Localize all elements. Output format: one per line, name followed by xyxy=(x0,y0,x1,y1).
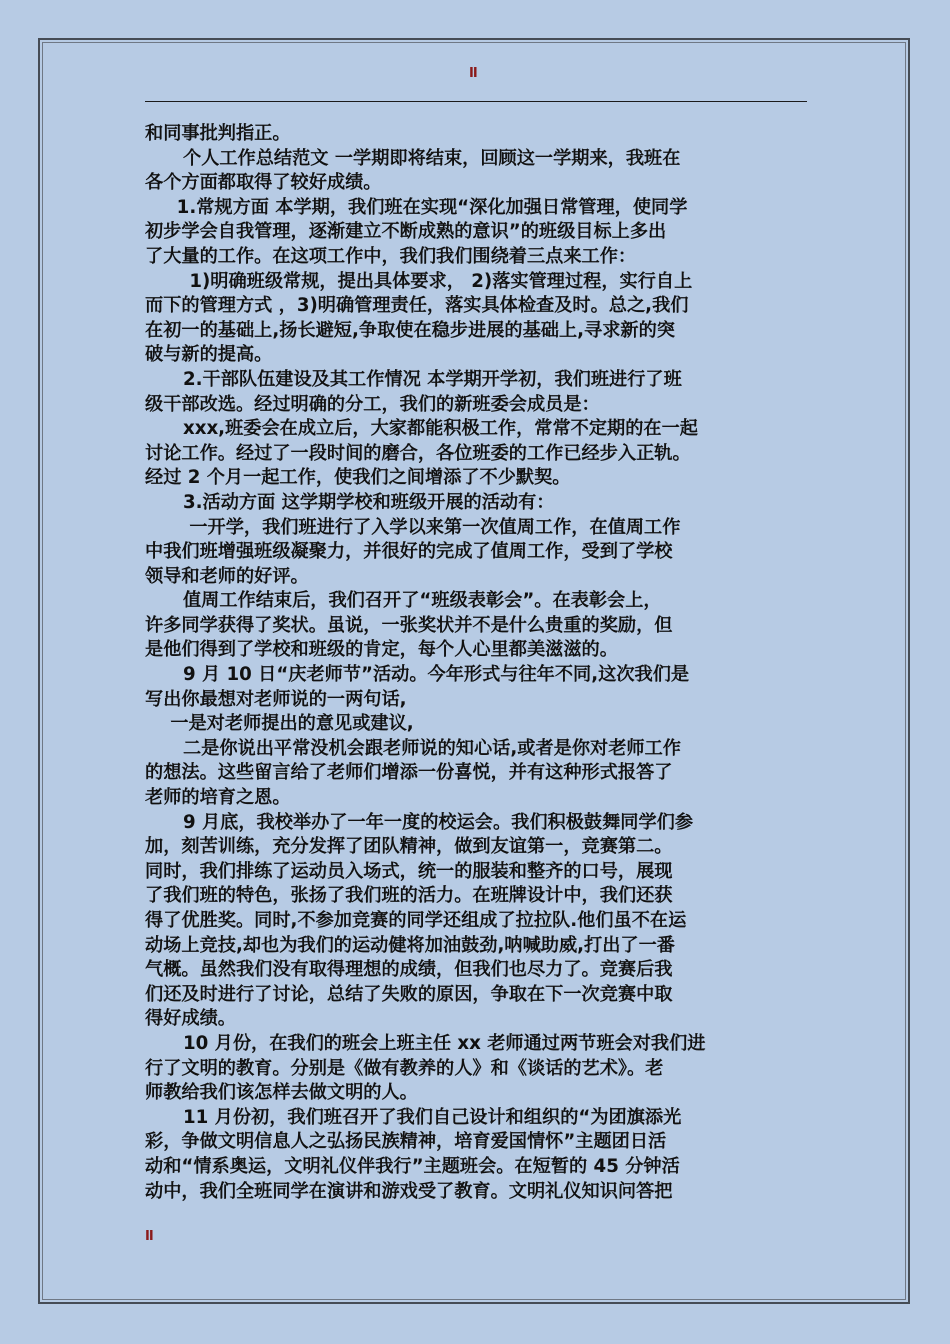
document-body xyxy=(145,122,817,1204)
text-line: 讨论工作。经过了一段时间的磨合，各位班委的工作已经步入正轨。 xyxy=(145,442,691,464)
text-line: 9 月底，我校举办了一年一度的校运会。我们积极鼓舞同学们参 xyxy=(145,811,694,833)
text-line: 而下的管理方式 ，3)明确管理责任，落实具体检查及时。总之,我们 xyxy=(145,295,689,317)
text-line: 老师的培育之恩。 xyxy=(145,787,291,809)
text-line: 彩，争做文明信息人之弘扬民族精神，培育爱国情怀”主题团日活 xyxy=(145,1131,667,1153)
text-line: 个人工作总结范文 一学期即将结束，回顾这一学期来，我班在 xyxy=(145,147,681,169)
text-line: 动中，我们全班同学在演讲和游戏受了教育。文明礼仪知识问答把 xyxy=(145,1180,673,1202)
header-page-mark: II xyxy=(469,66,477,81)
text-line: 的想法。这些留言给了老师们增添一份喜悦，并有这种形式报答了 xyxy=(145,762,673,784)
text-line: 二是你说出平常没机会跟老师说的知心话,或者是你对老师工作 xyxy=(145,737,681,759)
text-line: 一开学，我们班进行了入学以来第一次值周工作，在值周工作 xyxy=(145,516,681,538)
text-line: 经过 2 个月一起工作，使我们之间增添了不少默契。 xyxy=(145,467,571,489)
text-line: 许多同学获得了奖状。虽说，一张奖状并不是什么贵重的奖励，但 xyxy=(145,614,673,636)
text-line: 加，刻苦训练，充分发挥了团队精神，做到友谊第一，竞赛第二。 xyxy=(145,836,673,858)
text-line: 是他们得到了学校和班级的肯定，每个人心里都美滋滋的。 xyxy=(145,639,618,661)
text-line: 值周工作结束后，我们召开了“班级表彰会”。在表彰会上， xyxy=(145,590,662,612)
text-line: 各个方面都取得了较好成绩。 xyxy=(145,172,382,194)
text-line: 和同事批判指正。 xyxy=(145,123,291,144)
text-line: 了大量的工作。在这项工作中，我们我们围绕着三点来工作： xyxy=(145,245,637,267)
text-line: 级干部改选。经过明确的分工，我们的新班委会成员是： xyxy=(145,393,600,415)
text-line: 10 月份，在我们的班会上班主任 xx 老师通过两节班会对我们进 xyxy=(145,1032,706,1054)
text-line: 1.常规方面 本学期，我们班在实现“深化加强日常管理，使同学 xyxy=(145,196,688,218)
text-line: 动场上竞技,却也为我们的运动健将加油鼓劲,呐喊助威,打出了一番 xyxy=(145,934,675,956)
text-line: 了我们班的特色，张扬了我们班的活力。在班牌设计中，我们还获 xyxy=(145,885,673,907)
text-line: 11 月份初，我们班召开了我们自己设计和组织的“为团旗添光 xyxy=(145,1106,682,1128)
text-line: 一是对老师提出的意见或建议, xyxy=(145,713,414,735)
text-line: 写出你最想对老师说的一两句话, xyxy=(145,688,407,710)
text-line: 中我们班增强班级凝聚力，并很好的完成了值周工作，受到了学校 xyxy=(145,541,673,563)
text-line: 领导和老师的好评。 xyxy=(145,565,309,587)
header-rule xyxy=(145,101,807,102)
text-line: 师教给我们该怎样去做文明的人。 xyxy=(145,1082,418,1104)
text-line: 气概。虽然我们没有取得理想的成绩，但我们也尽力了。竞赛后我 xyxy=(145,959,673,981)
text-line: 们还及时进行了讨论，总结了失败的原因，争取在下一次竞赛中取 xyxy=(145,983,673,1005)
text-line: 破与新的提高。 xyxy=(145,344,273,366)
text-line: 初步学会自我管理，逐渐建立不断成熟的意识”的班级目标上多出 xyxy=(145,221,667,243)
text-line: 9 月 10 日“庆老师节”活动。今年形式与往年不同,这次我们是 xyxy=(145,664,690,686)
text-line: xxx,班委会在成立后，大家都能积极工作，常常不定期的在一起 xyxy=(145,418,698,440)
text-line: 得了优胜奖。同时,不参加竞赛的同学还组成了拉拉队.他们虽不在运 xyxy=(145,910,687,931)
text-line: 动和“情系奥运，文明礼仪伴我行”主题班会。在短暂的 45 分钟活 xyxy=(145,1155,680,1177)
text-line: 在初一的基础上,扬长避短,争取使在稳步进展的基础上,寻求新的突 xyxy=(145,319,675,341)
text-line: 行了文明的教育。分别是《做有教养的人》和《谈话的艺术》。老 xyxy=(145,1057,664,1079)
text-line: 1)明确班级常规，提出具体要求， 2)落实管理过程，实行自上 xyxy=(145,270,693,292)
footer-page-mark: II xyxy=(145,1229,153,1244)
text-line: 同时，我们排练了运动员入场式，统一的服装和整齐的口号，展现 xyxy=(145,860,673,882)
text-line: 2.干部队伍建设及其工作情况 本学期开学初，我们班进行了班 xyxy=(145,368,682,390)
text-line: 3.活动方面 这学期学校和班级开展的活动有： xyxy=(145,491,555,513)
text-line: 得好成绩。 xyxy=(145,1008,236,1030)
